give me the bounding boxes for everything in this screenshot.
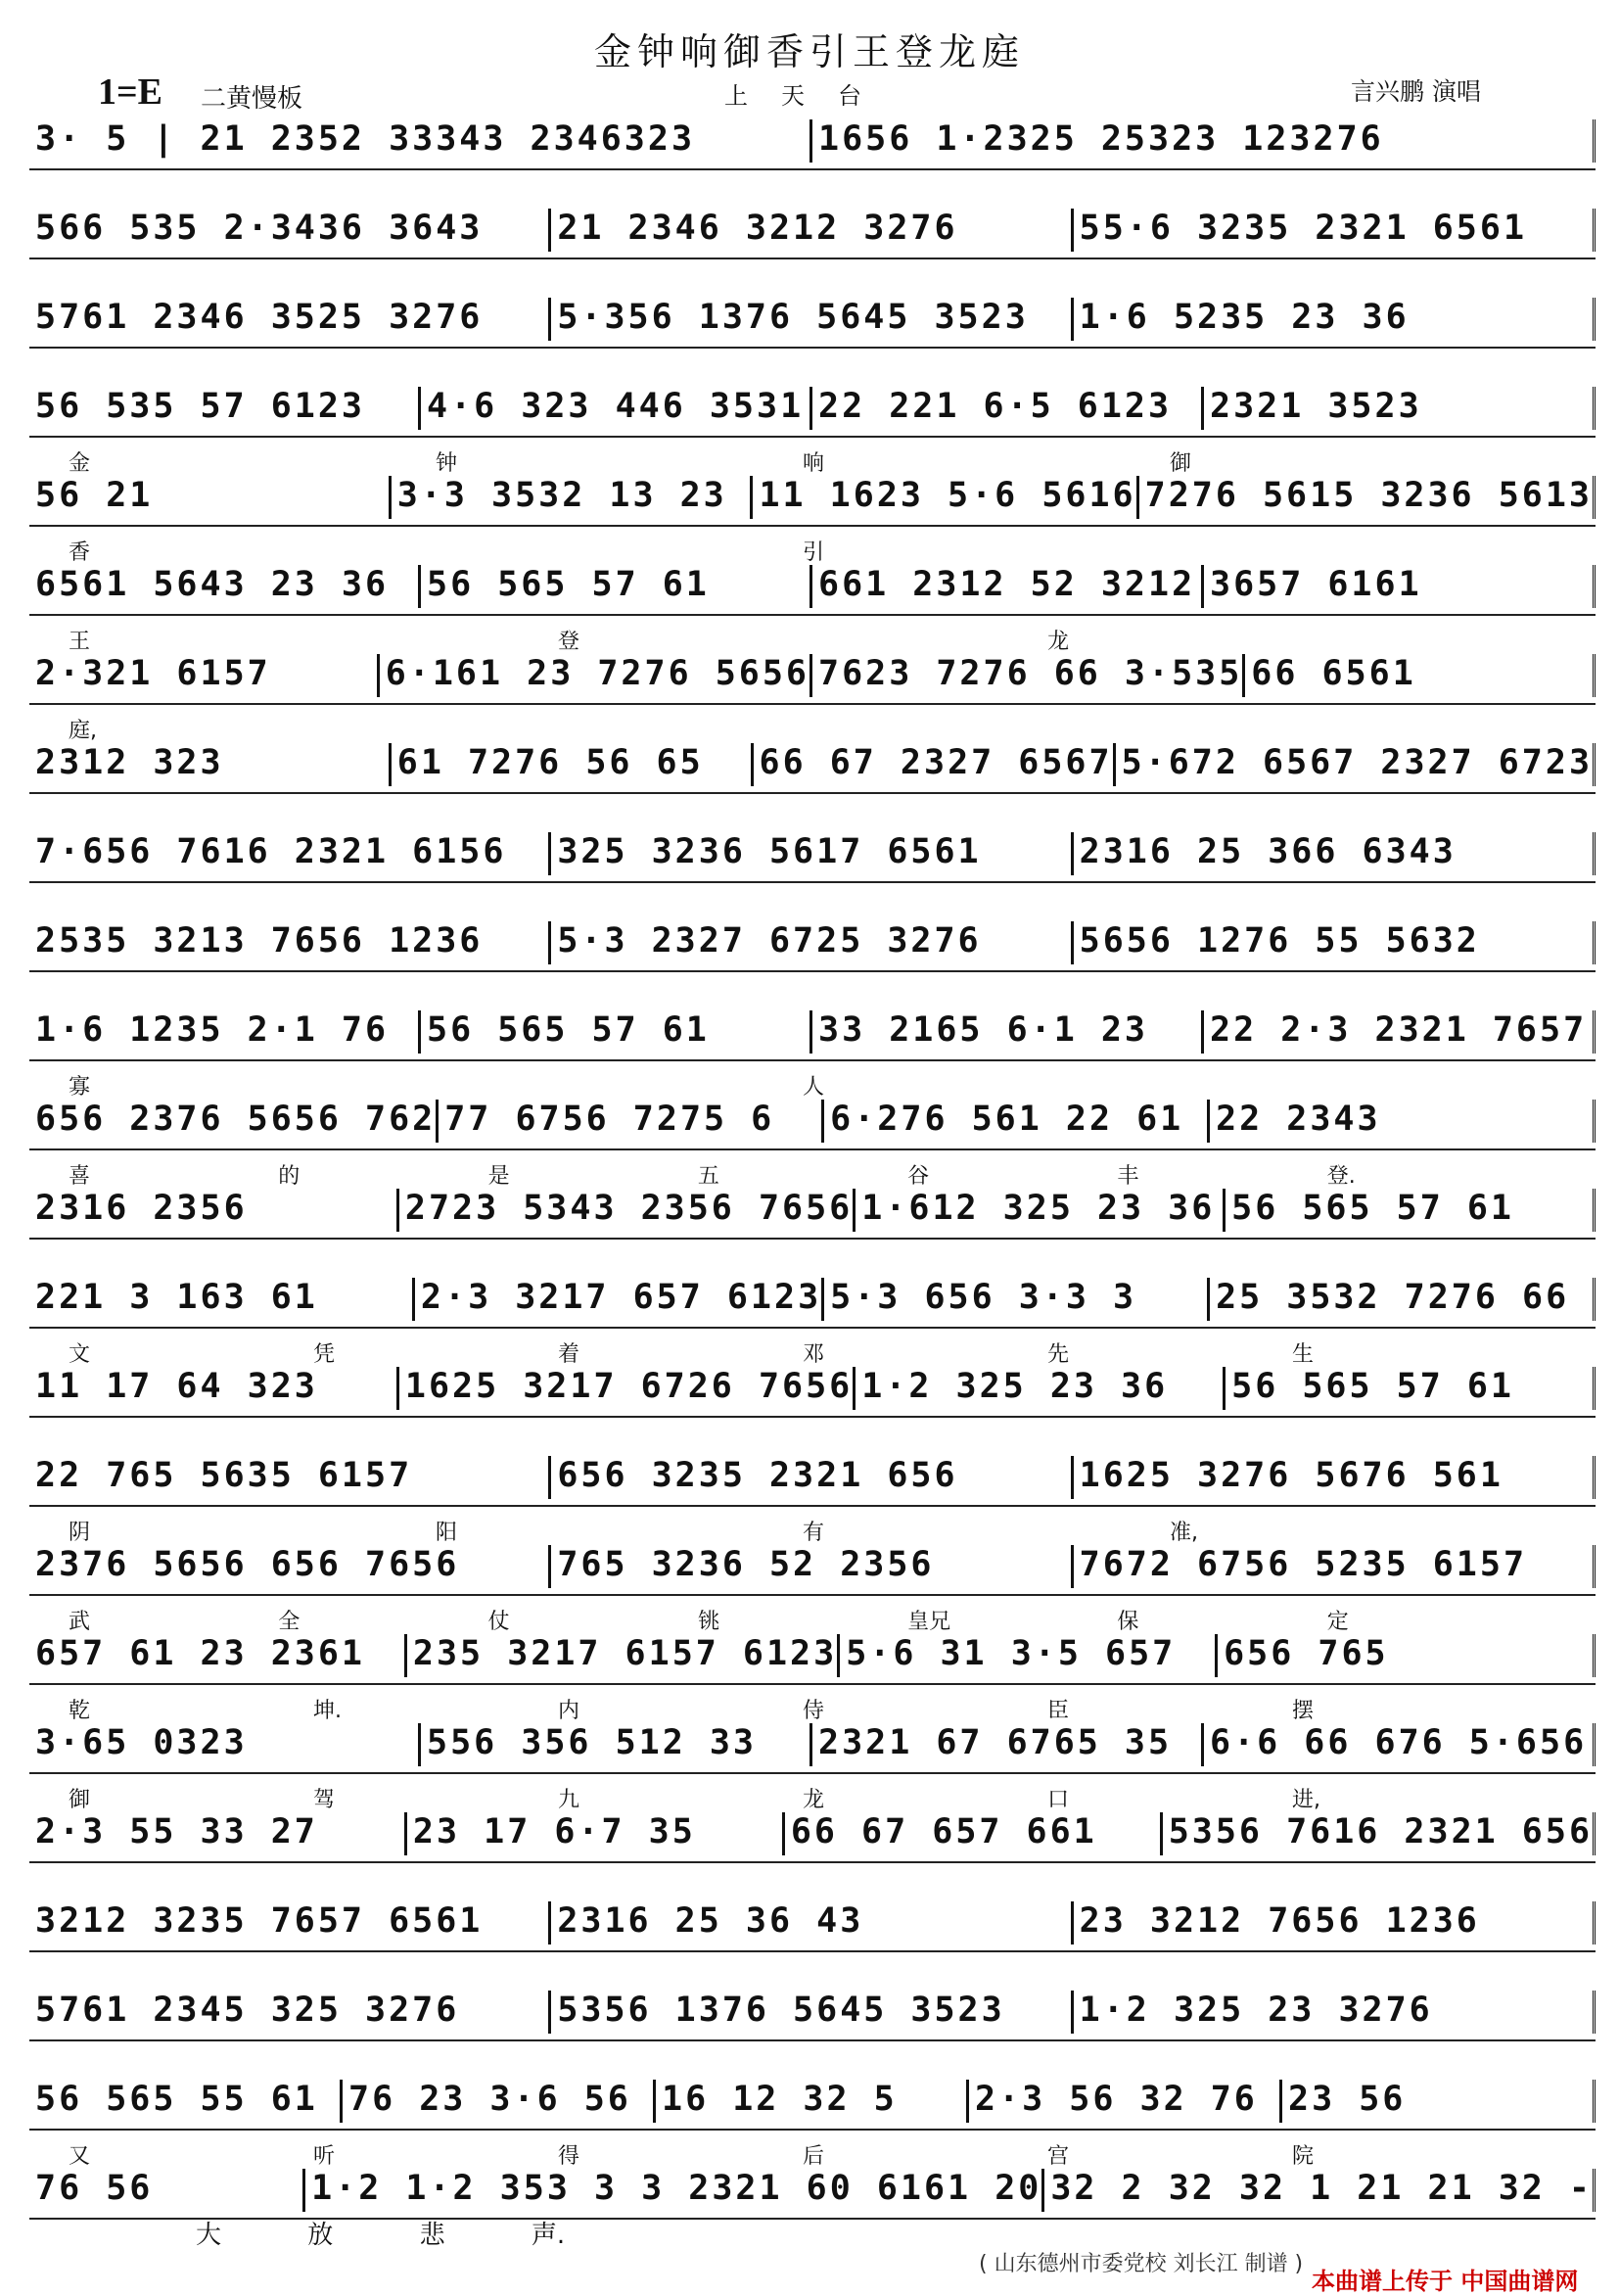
lyric-char: 武 [69,1610,91,1634]
measure: 2321 67 6765 35 [812,1723,1204,1766]
lyric-char: 乾 [69,1699,91,1723]
lyric-char: 先 [1047,1342,1070,1367]
lyric-char: 庭, [69,719,97,743]
notation-line [29,1991,1596,2041]
lyric-char: 是 [487,1164,510,1189]
lyric-char: 香 [69,540,91,565]
measure: 76 56 [29,2169,305,2212]
notation-line [29,832,1596,883]
lyric-char: 谷 [907,1164,930,1189]
measure: 4·6 323 446 3531 [421,387,812,430]
measure: 6·161 23 7276 5656 [380,654,812,697]
staff-row [29,1516,1596,1594]
lyric-char: 宫 [1047,2144,1070,2169]
staff-row [29,803,1596,881]
lyric-char: 登. [1326,1164,1356,1189]
staff-row [29,446,1596,525]
measure: 2316 25 366 6343 [1074,832,1596,875]
lyric-char: 驾 [313,1788,336,1812]
lyric-line [29,1070,1596,1098]
lyric-char: 皇兄 [907,1610,951,1634]
lyric-char: 丰 [1117,1164,1139,1189]
lyric-char: 内 [558,1699,580,1723]
lyric-line [29,1248,1596,1276]
staff-row [29,892,1596,970]
staff-row [29,1337,1596,1416]
notation-line [29,1189,1596,1240]
measure: 56 565 57 61 [421,1010,812,1054]
final-lyrics [196,2215,643,2251]
lyric-line [29,2139,1596,2167]
lyric-char: 登 [558,630,580,654]
lyric-char: 保 [1117,1610,1139,1634]
notation-line [29,1367,1596,1418]
singer-credit: 言兴鹏 演唱 [1351,77,1481,106]
staff-row [29,1427,1596,1505]
staff-row [29,1605,1596,1683]
lyric-line [29,268,1596,296]
tempo-marking: 二黄慢板 [201,84,303,114]
notation-line [29,743,1596,794]
measure: 7672 6756 5235 6157 [1074,1545,1596,1588]
lyric-line [29,90,1596,117]
measure: 76 23 3·6 56 [343,2080,656,2123]
lyric-line [29,179,1596,207]
measure: 56 21 [29,476,392,519]
lyric-line [29,1783,1596,1810]
measure: 5·3 656 3·3 3 [824,1278,1210,1321]
notation-line [29,476,1596,527]
lyric-line [29,625,1596,652]
lyric-char: 全 [278,1610,301,1634]
measure: 2723 5343 2356 7656 [399,1189,856,1232]
lyric-line [29,803,1596,830]
staff-row [29,536,1596,614]
measure: 5356 7616 2321 656 [1163,1812,1596,1855]
lyric-char: 听 [313,2144,336,2169]
measure: 7·656 7616 2321 6156 [29,832,551,875]
measure: 55·6 3235 2321 6561 [1074,209,1596,252]
notation-line [29,921,1596,972]
lyric-char: 人 [803,1075,825,1100]
lyric-char: 阳 [436,1521,458,1545]
measure: 16 12 32 5 [656,2080,969,2123]
notation-line [29,1100,1596,1150]
measure: 1625 3276 5676 561 [1074,1456,1596,1499]
measure: 2321 3523 [1204,387,1596,430]
measure: 1625 3217 6726 7656 [399,1367,856,1410]
notation-line [29,654,1596,705]
notation-line [29,565,1596,616]
lyric-char: 龙 [1047,630,1070,654]
measure: 5656 1276 55 5632 [1074,921,1596,964]
measure: 5·3 2327 6725 3276 [551,921,1073,964]
measure: 2316 2356 [29,1189,399,1232]
measure: 5356 1376 5645 3523 [551,1991,1073,2034]
measure: 221 3 163 61 [29,1278,415,1321]
lyric-char: 王 [69,630,91,654]
lyric-line [29,1605,1596,1632]
measure: 33 2165 6·1 23 [812,1010,1204,1054]
lyric-line [29,1337,1596,1365]
staff-row [29,981,1596,1059]
measure: 3·3 3532 13 23 [392,476,754,519]
measure: 235 3217 6157 6123 [407,1634,840,1677]
lyric-char: 有 [803,1521,825,1545]
score-title: 金钟响御香引王登龙庭 [593,30,1025,73]
notation-line [29,1010,1596,1061]
measure: 325 3236 5617 6561 [551,832,1073,875]
lyric-line [29,357,1596,385]
measure: 11 1623 5·6 5616 [753,476,1138,519]
measure: 23 17 6·7 35 [407,1812,785,1855]
staff-row [29,714,1596,792]
notation-line [29,1901,1596,1952]
lyric-char: 坤. [313,1699,342,1723]
staff-row [29,1070,1596,1148]
lyric-char: 仗 [487,1610,510,1634]
lyric-char: 口 [1047,1788,1070,1812]
measure: 3657 6161 [1204,565,1596,608]
lyric-line [29,1159,1596,1187]
measure: 1·2 325 23 36 [856,1367,1226,1410]
measure: 56 565 55 61 [29,2080,343,2123]
lyric-char: 钟 [436,451,458,476]
notation-line [29,1545,1596,1596]
lyric-char: 后 [803,2144,825,2169]
measure: 3212 3235 7657 6561 [29,1901,551,1945]
lyric-char: 文 [69,1342,91,1367]
measure: 2535 3213 7656 1236 [29,921,551,964]
transcriber-credit: ( 山东德州市委党校 刘长江 制谱 ) [979,2252,1304,2276]
lyric-char: 摆 [1292,1699,1315,1723]
measure: 7276 5615 3236 5613 [1139,476,1596,519]
measure: 11 17 64 323 [29,1367,399,1410]
notation-line [29,209,1596,259]
measure: 77 6756 7275 6 [439,1100,824,1143]
measure: 22 2343 [1210,1100,1596,1143]
notation-line [29,1278,1596,1329]
key-signature: 1=E [98,71,162,113]
subtitle: 上天台 [724,82,895,110]
measure: 2·3 55 33 27 [29,1812,407,1855]
measure: 1·2 325 23 3276 [1074,1991,1596,2034]
lyric-char: 引 [803,540,825,565]
measure: 23 3212 7656 1236 [1074,1901,1596,1945]
measure: 66 67 2327 6567 [754,743,1116,786]
measure: 2·3 3217 657 6123 [415,1278,824,1321]
lyric-char: 又 [69,2144,91,2169]
measure: 661 2312 52 3212 [812,565,1204,608]
lyric-char: 寡 [69,1075,91,1100]
measure: 7623 7276 66 3·535 [812,654,1245,697]
lyric-char: 悲 [419,2221,445,2250]
lyric-char: 进, [1292,1788,1320,1812]
staff-row [29,2050,1596,2129]
measure: 1·6 1235 2·1 76 [29,1010,421,1054]
lyric-char: 金 [69,451,91,476]
watermark: 本曲谱上传于 中国曲谱网 [1312,2268,1579,2295]
measure: 656 2376 5656 762 [29,1100,439,1143]
measure: 22 765 5635 6157 [29,1456,551,1499]
lyric-char: 响 [803,451,825,476]
measure: 56 565 57 61 [1226,1367,1596,1410]
lyric-char: 凭 [313,1342,336,1367]
measure: 3·65 0323 [29,1723,421,1766]
lyric-char: 侍 [803,1699,825,1723]
measure: 21 2346 3212 3276 [551,209,1073,252]
lyric-char: 准, [1170,1521,1198,1545]
measure: 32 2 32 32 1 21 21 32 - [1044,2169,1596,2212]
measure: 1·612 325 23 36 [856,1189,1226,1232]
measure: 22 2·3 2321 7657 [1204,1010,1596,1054]
lyric-char: 阴 [69,1521,91,1545]
measure: 1656 1·2325 25323 123276 [812,119,1596,163]
staff-row [29,1961,1596,2039]
lyric-char: 的 [278,1164,301,1189]
lyric-char: 声. [531,2221,566,2250]
measure: 656 765 [1218,1634,1596,1677]
staff-row [29,357,1596,436]
measure: 6·6 66 676 5·656 [1204,1723,1596,1766]
staff-row [29,625,1596,703]
measure: 5·6 31 3·5 657 [840,1634,1218,1677]
staff-row [29,2139,1596,2218]
lyric-char: 生 [1292,1342,1315,1367]
notation-line [29,1812,1596,1863]
staff-row [29,1248,1596,1327]
staff-row [29,268,1596,347]
lyric-line [29,446,1596,474]
measure: 25 3532 7276 66 [1210,1278,1596,1321]
measure: 765 3236 52 2356 [551,1545,1073,1588]
measure: 66 6561 [1245,654,1596,697]
lyric-line [29,1427,1596,1454]
notation-line [29,119,1596,170]
staff-row [29,90,1596,168]
lyric-char: 九 [558,1788,580,1812]
notation-line [29,298,1596,349]
measure: 2316 25 36 43 [551,1901,1073,1945]
lyric-line [29,981,1596,1008]
lyric-line [29,892,1596,919]
measure: 56 535 57 6123 [29,387,421,430]
notation-line [29,2169,1596,2220]
measure: 2·3 56 32 76 [969,2080,1282,2123]
measure: 5761 2345 325 3276 [29,1991,551,2034]
measure: 1·6 5235 23 36 [1074,298,1596,341]
measure: 23 56 [1282,2080,1596,2123]
lyric-char: 五 [697,1164,719,1189]
notation-line [29,1634,1596,1685]
measure: 5·672 6567 2327 6723 [1116,743,1596,786]
measure: 556 356 512 33 [421,1723,812,1766]
measure: 2376 5656 656 7656 [29,1545,551,1588]
measure: 5761 2346 3525 3276 [29,298,551,341]
lyric-char: 院 [1292,2144,1315,2169]
staff-row [29,1694,1596,1772]
staff-row [29,1783,1596,1861]
lyric-line [29,1872,1596,1899]
lyric-line [29,536,1596,563]
lyric-char: 喜 [69,1164,91,1189]
lyric-line [29,2050,1596,2078]
measure: 56 565 57 61 [1226,1189,1596,1232]
measure: 56 565 57 61 [421,565,812,608]
lyric-char: 御 [1170,451,1192,476]
notation-line [29,1456,1596,1507]
measure: 6561 5643 23 36 [29,565,421,608]
measure: 61 7276 56 65 [392,743,754,786]
measure: 2·321 6157 [29,654,380,697]
lyric-char: 铫 [697,1610,719,1634]
measure: 657 61 23 2361 [29,1634,407,1677]
lyric-char: 放 [307,2221,334,2250]
notation-line [29,1723,1596,1774]
staff-row [29,1872,1596,1950]
lyric-line [29,1961,1596,1989]
measure: 1·2 1·2 353 3 3 2321 60 6161 20 [305,2169,1044,2212]
measure: 2312 323 [29,743,392,786]
measure: 566 535 2·3436 3643 [29,209,551,252]
lyric-char: 得 [558,2144,580,2169]
staff-row [29,1159,1596,1238]
measure: 656 3235 2321 656 [551,1456,1073,1499]
measure: 22 221 6·5 6123 [812,387,1204,430]
lyric-char: 臣 [1047,1699,1070,1723]
measure: 6·276 561 22 61 [824,1100,1210,1143]
lyric-char: 着 [558,1342,580,1367]
lyric-line [29,1694,1596,1721]
lyric-line [29,714,1596,741]
staff-row [29,179,1596,258]
measure: 3· 5 | 21 2352 33343 2346323 [29,119,812,163]
lyric-char: 龙 [803,1788,825,1812]
lyric-char: 定 [1326,1610,1349,1634]
notation-line [29,2080,1596,2131]
lyric-char: 大 [196,2221,222,2250]
measure: 5·356 1376 5645 3523 [551,298,1073,341]
lyric-char: 御 [69,1788,91,1812]
measure: 66 67 657 661 [785,1812,1163,1855]
lyric-line [29,1516,1596,1543]
lyric-char: 邓 [803,1342,825,1367]
notation-line [29,387,1596,438]
